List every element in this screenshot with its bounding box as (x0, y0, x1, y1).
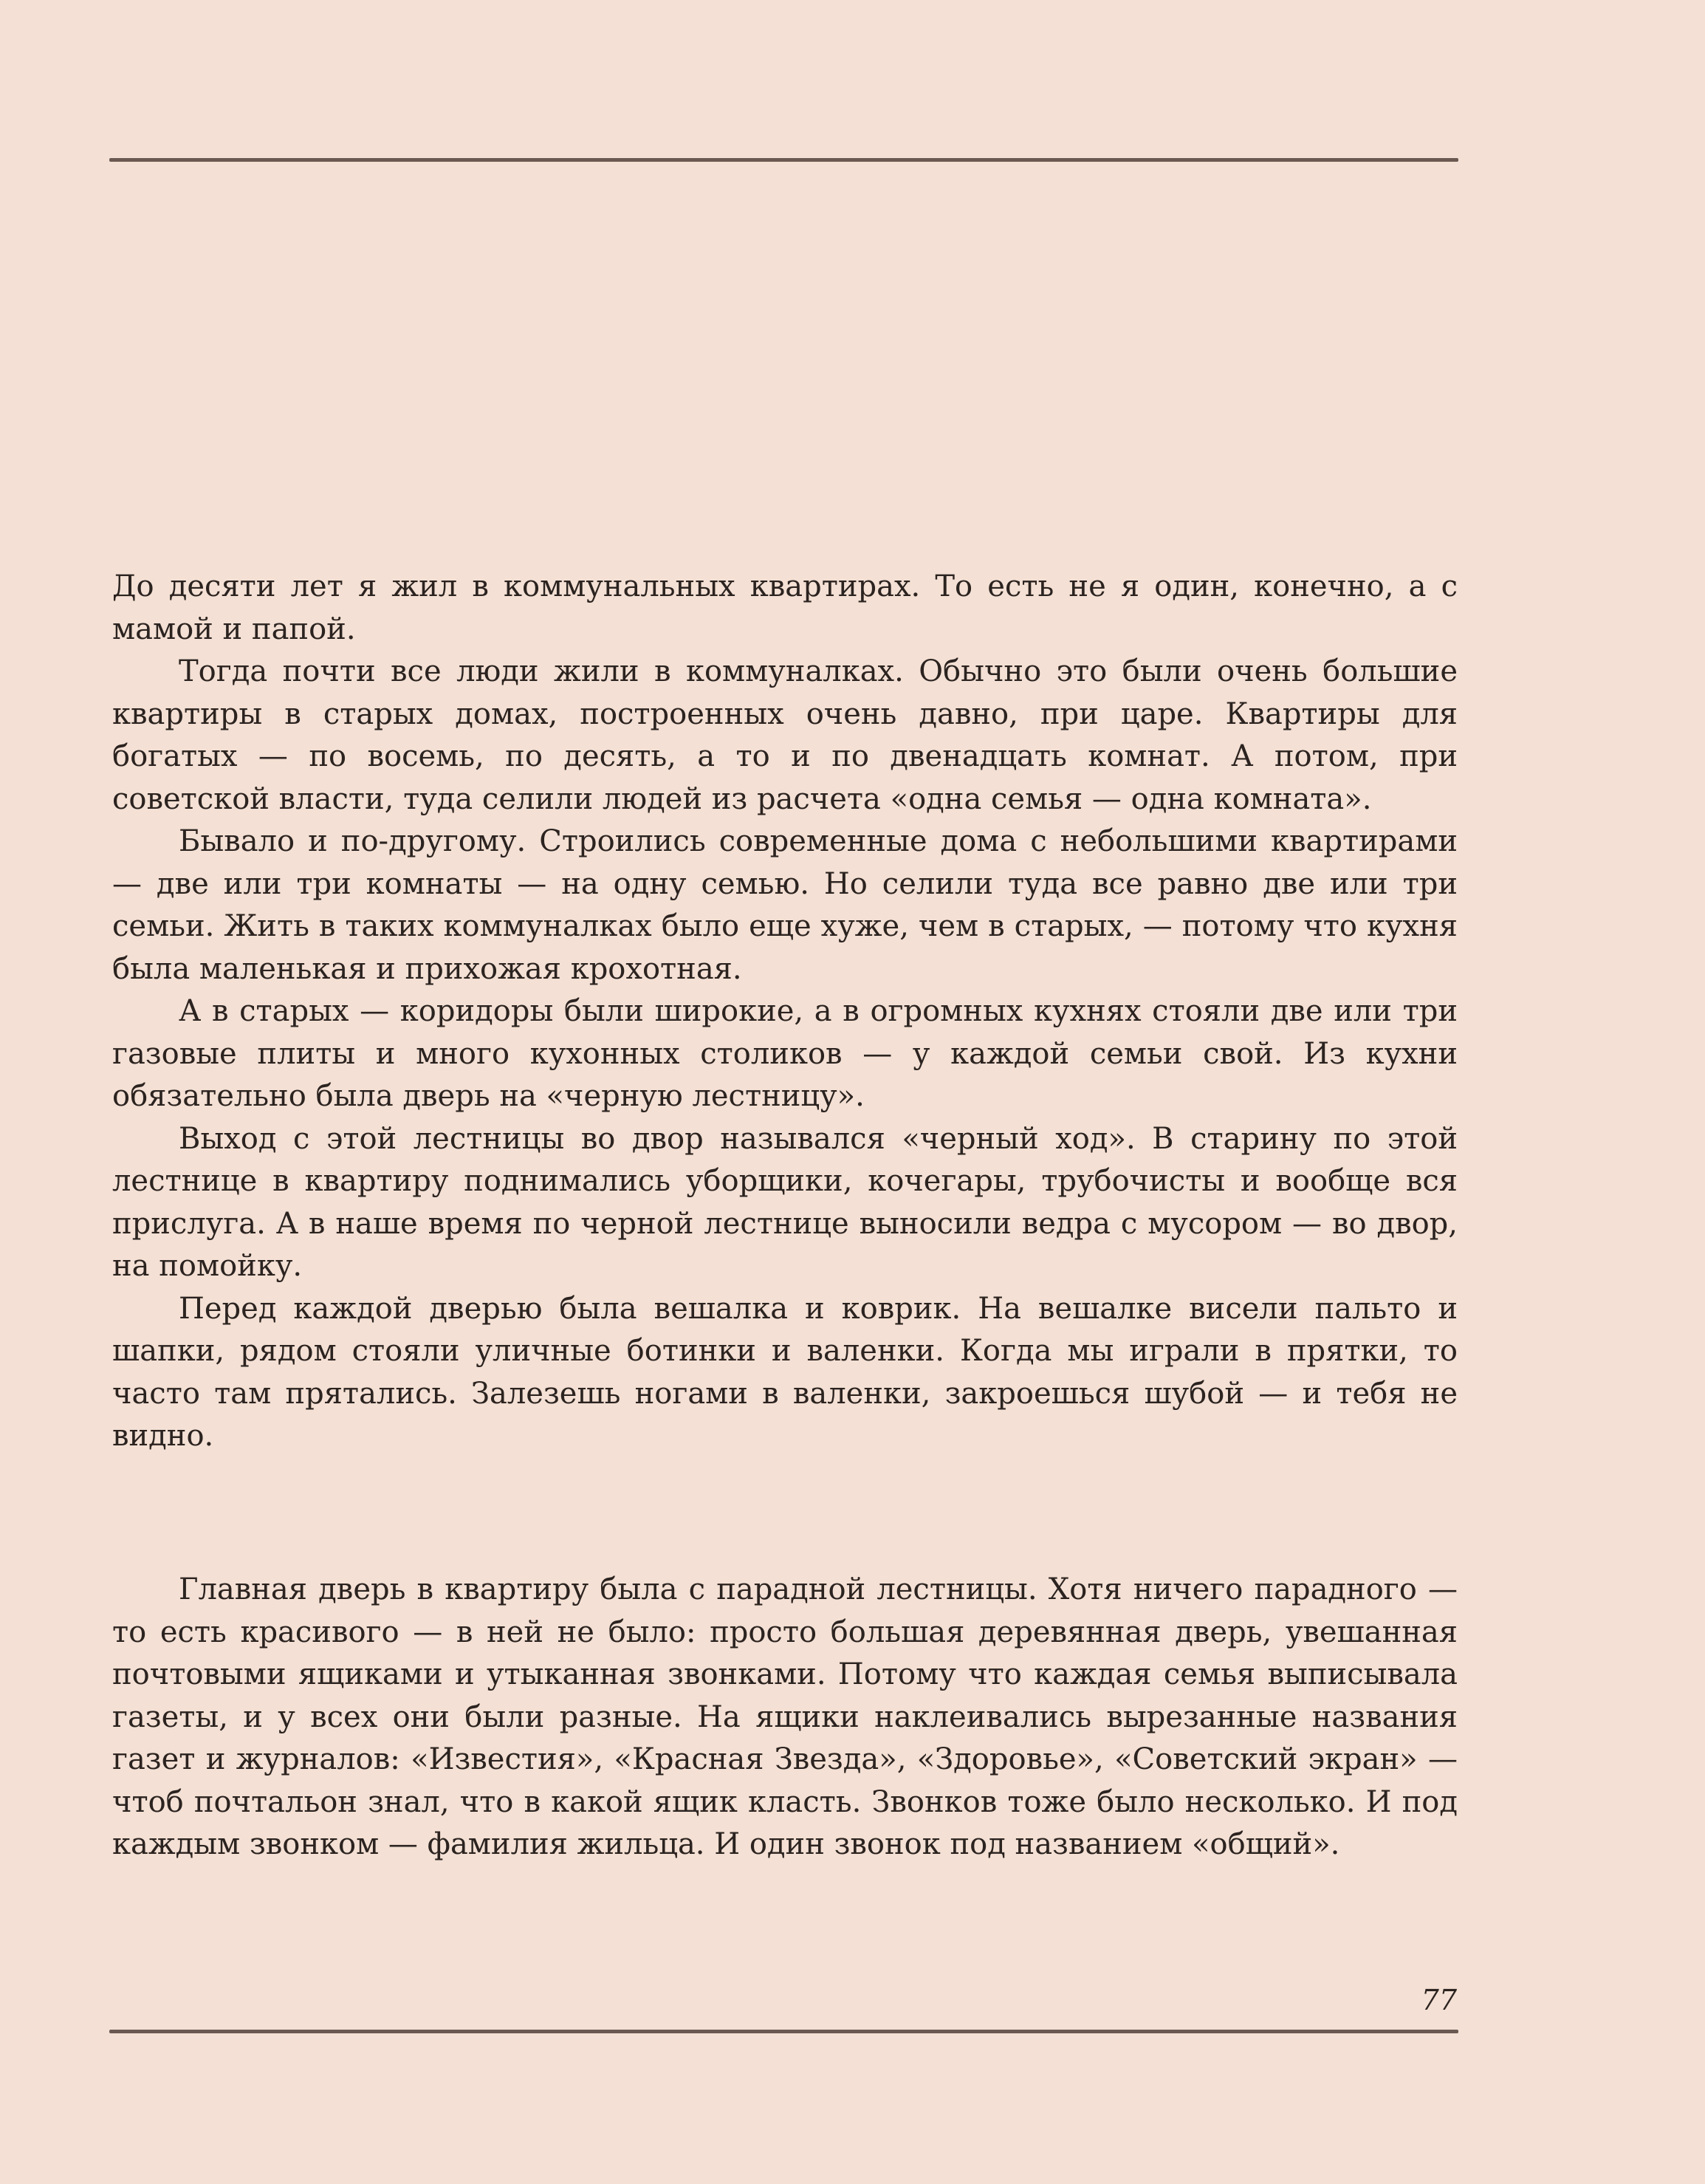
paragraph-2: Тогда почти все люди жили в коммуналках. Обычно это были очень большие квартиры в старых домах, построенных очень давно, при царе. Квартиры для богатых — по восемь, по десять, а то и по двенадцать комнат. А потом, при советской власти, туда селили людей из расчета «одна семья — одна комната». (112, 654, 1458, 816)
paragraph-3: Бывало и по-другому. Строились современные дома с небольшими квартирами — две или три комнаты — на одну семью. Но селили туда все равно две или три семьи. Жить в таких коммуналках было еще хуже, чем в старых, — потому что кухня была маленькая и прихожая крохотная. (112, 824, 1458, 986)
paragraph-6: Перед каждой дверью была вешалка и коврик. На вешалке висели пальто и шапки, рядом стояли уличные ботинки и валенки. Когда мы играли в прятки, то часто там прятались. Залезешь ногами в валенки, закроешься шубой — и тебя не видно. (112, 1291, 1458, 1453)
page-number: 77 (1421, 1984, 1457, 2016)
paragraph-4: А в старых — коридоры были широкие, а в огромных кухнях стояли две или три газовые плиты и много кухонных столиков — у каждой семьи свой. Из кухни обязательно была дверь на «черную лестницу». (112, 994, 1458, 1113)
top-rule (109, 158, 1458, 162)
bottom-rule (109, 2030, 1458, 2033)
text-section-2 (112, 1569, 1458, 1866)
paragraph-5: Выход с этой лестницы во двор назывался «черный ход». В старину по этой лестнице в квартиру поднимались уборщики, кочегары, трубочисты и вообще вся прислуга. А в наше время по черной лестнице выносили ведра с мусором — во двор, на помойку. (112, 1121, 1458, 1283)
text-section-1 (112, 566, 1458, 1458)
paragraph-1: До десяти лет я жил в коммунальных квартирах. То есть не я один, конечно, а с мамой и папой. (112, 569, 1458, 646)
paragraph-7: Главная дверь в квартиру была с парадной лестницы. Хотя ничего парадного — то есть красивого — в ней не было: просто большая деревянная дверь, увешанная почтовыми ящиками и утыканная звонками. Потому что каждая семья выписывала газеты, и у всех они были разные. На ящики наклеивались вырезанные названия газет и журналов: «Известия», «Красная Звезда», «Здоровье», «Советский экран» — чтоб почтальон знал, что в какой ящик класть. Звонков тоже было несколько. И под каждым звонком — фамилия жильца. И один звонок под названием «общий». (112, 1572, 1458, 1861)
